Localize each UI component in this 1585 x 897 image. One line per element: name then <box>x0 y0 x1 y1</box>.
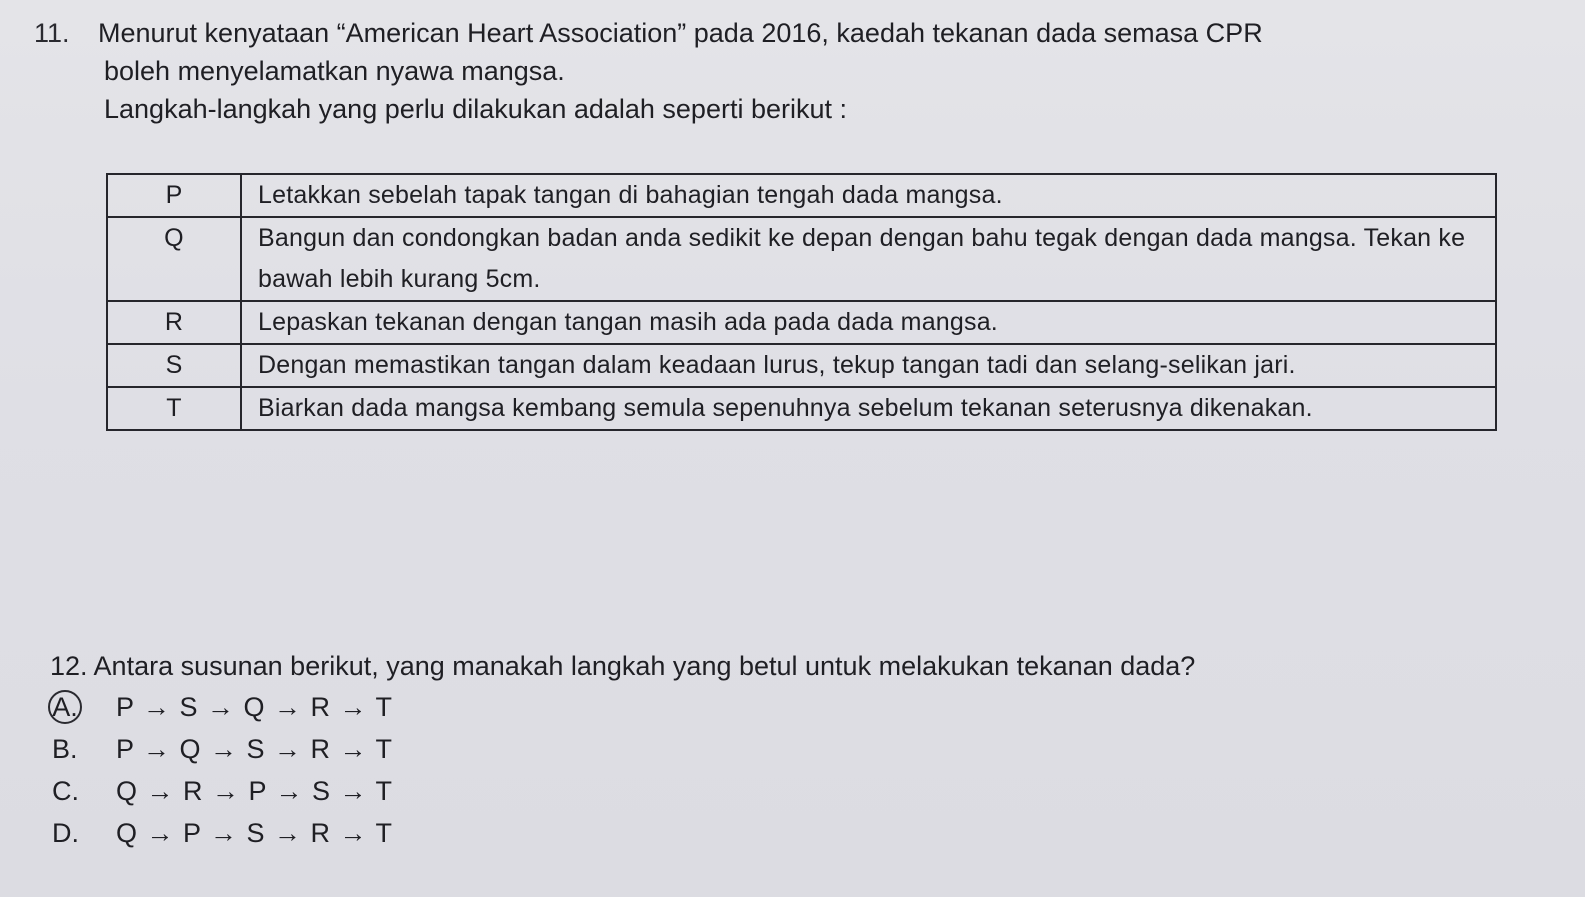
step-text: Biarkan dada mangsa kembang semula sepenuhnya sebelum tekanan seterusnya dikenakan. <box>241 387 1496 430</box>
option-a-label: A. <box>50 687 116 727</box>
option-b-sequence: P → Q → S → R → T <box>116 734 394 764</box>
table-row <box>107 387 1496 430</box>
step-label: T <box>107 387 241 430</box>
option-a-sequence: P → S → Q → R → T <box>116 692 394 722</box>
question-11-text-1: Menurut kenyataan “American Heart Association” pada 2016, kaedah tekanan dada semasa CPR <box>98 18 1263 48</box>
question-12-stem: 12. Antara susunan berikut, yang manakah langkah yang betul untuk melakukan tekanan dada? <box>50 651 1196 681</box>
table-row <box>107 174 1496 217</box>
question-11-line-2: boleh menyelamatkan nyawa mangsa. <box>104 56 565 86</box>
table-row <box>107 217 1496 301</box>
option-b[interactable] <box>50 728 1195 770</box>
question-11-line-1 <box>34 14 1554 52</box>
option-d[interactable] <box>50 812 1195 854</box>
step-text: Lepaskan tekanan dengan tangan masih ada pada dada mangsa. <box>241 301 1496 344</box>
question-12 <box>50 646 1195 854</box>
table-row <box>107 301 1496 344</box>
question-11-number: 11. <box>34 18 70 48</box>
table-row <box>107 344 1496 387</box>
step-label: Q <box>107 217 241 301</box>
steps-table <box>106 173 1497 431</box>
question-11-line-3: Langkah-langkah yang perlu dilakukan adalah seperti berikut : <box>104 94 848 124</box>
option-c-label: C. <box>52 776 79 806</box>
step-label: R <box>107 301 241 344</box>
option-d-label: D. <box>52 818 79 848</box>
option-b-label: B. <box>52 734 78 764</box>
option-c[interactable] <box>50 770 1195 812</box>
step-label: P <box>107 174 241 217</box>
step-text: Bangun dan condongkan badan anda sedikit ke depan dengan bahu tegak dengan dada mangsa. Tekan ke bawah lebih kurang 5cm. <box>241 217 1496 301</box>
option-c-sequence: Q → R → P → S → T <box>116 776 394 806</box>
question-11 <box>34 14 1554 128</box>
step-text: Dengan memastikan tangan dalam keadaan lurus, tekup tangan tadi dan selang-selikan jari. <box>241 344 1496 387</box>
step-text: Letakkan sebelah tapak tangan di bahagian tengah dada mangsa. <box>241 174 1496 217</box>
step-label: S <box>107 344 241 387</box>
option-a[interactable] <box>50 686 1195 728</box>
option-d-sequence: Q → P → S → R → T <box>116 818 394 848</box>
